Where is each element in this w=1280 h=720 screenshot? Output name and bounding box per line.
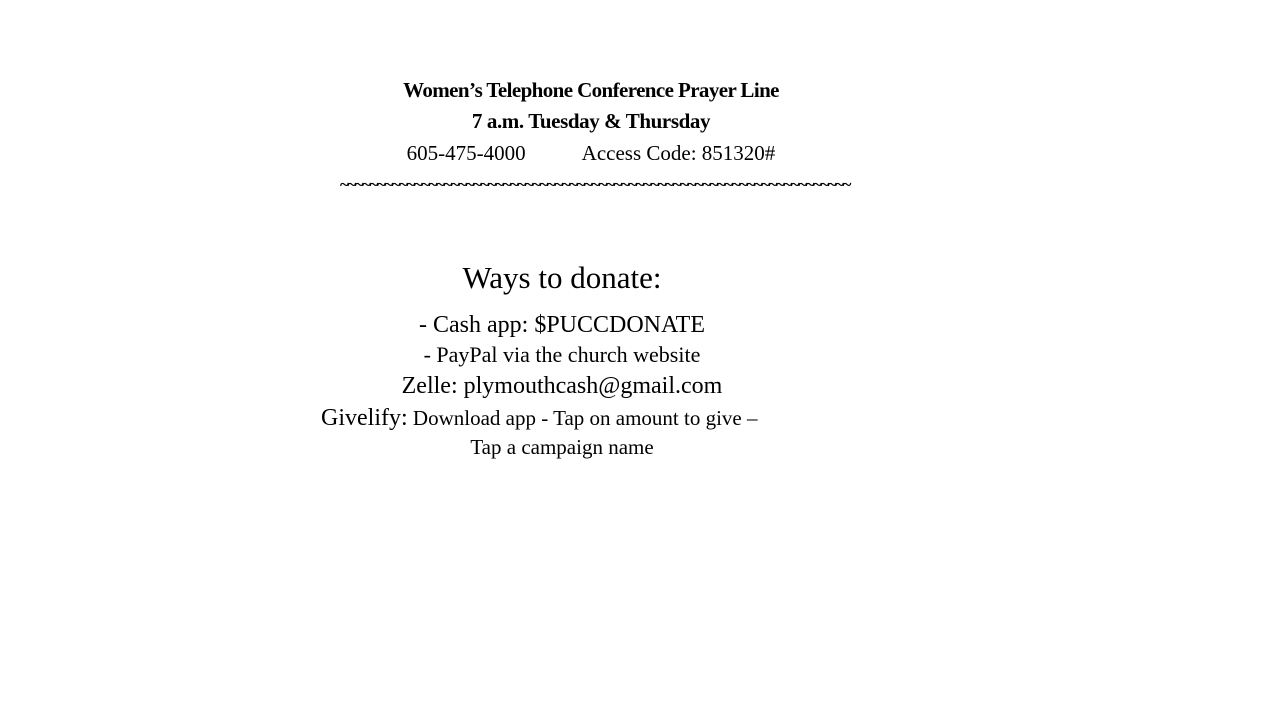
cash-app-line: - Cash app: $PUCCDONATE xyxy=(419,312,705,338)
prayer-line-schedule: 7 a.m. Tuesday & Thursday xyxy=(471,109,711,133)
givelify-line xyxy=(321,406,758,430)
givelify-steps-continued: Tap a campaign name xyxy=(470,435,654,459)
givelify-label: Givelify: xyxy=(321,405,408,431)
zelle-line: Zelle: plymouthcash@gmail.com xyxy=(401,373,723,399)
prayer-line-access-code: Access Code: 851320# xyxy=(581,141,776,165)
prayer-line-contact xyxy=(0,143,1182,164)
donate-heading: Ways to donate: xyxy=(462,260,662,295)
paypal-line: - PayPal via the church website xyxy=(423,342,701,367)
prayer-line-phone: 605-475-4000 xyxy=(406,141,526,165)
givelify-steps: Download app - Tap on amount to give – xyxy=(407,406,758,430)
tilde-divider: ~~~~~~~~~~~~~~~~~~~~~~~~~~~~~~~~~~~~~~~~~~~~~~~~~~~~~~~~~~~~~~~~~~~~~ xyxy=(340,176,850,193)
prayer-line-title: Women’s Telephone Conference Prayer Line xyxy=(403,78,779,102)
